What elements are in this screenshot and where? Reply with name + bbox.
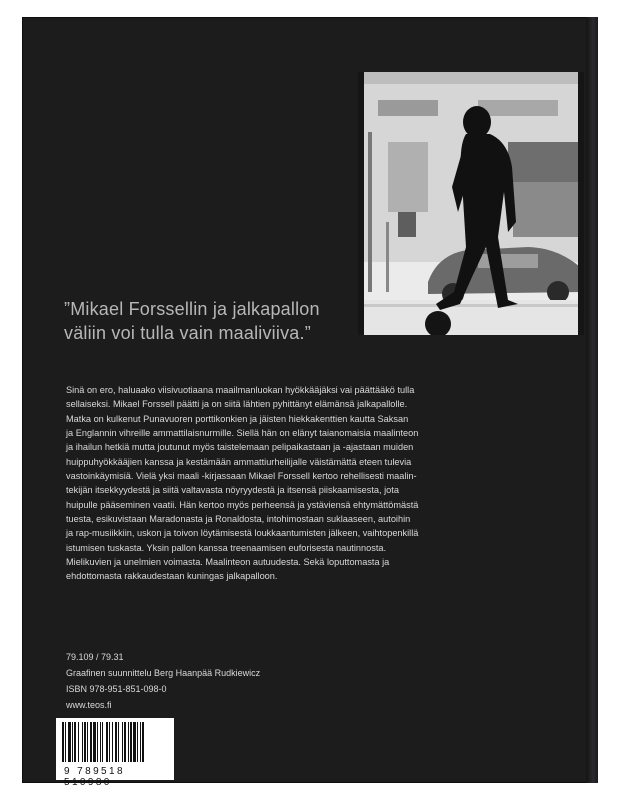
quote-line-2: väliin voi tulla vain maaliviiva.”	[64, 323, 311, 343]
barcode-number: 9 789518 510980	[64, 766, 125, 788]
barcode-bars	[56, 718, 174, 764]
publication-info	[66, 649, 326, 713]
blurb-line: huipulle pääseminen vaatii. Hän kertoo myös perheensä ja ystäviensä ehtymättömästä	[66, 499, 419, 510]
barcode	[56, 718, 174, 788]
blurb-line: ja ihailun hetkiä mutta joutunut myös taistelemaan pelipaikastaan ja -ajastaan muiden	[66, 442, 414, 453]
book-back-cover	[22, 17, 598, 788]
blurb-line: tekijän itsekkyydestä ja siitä valtavasta nöyryydestä ja itsensä piiskaamisesta, jota	[66, 485, 399, 496]
blurb-line: ja Englannin vihreille ammattilaisnurmille. Siellä hän on elänyt taianomaisia maalinteon	[66, 428, 419, 439]
blurb-line: ehdottomasta rakkaudestaan kuningas jalkapalloon.	[66, 571, 278, 582]
player-photo	[358, 72, 584, 335]
isbn: ISBN 978-951-851-098-0	[66, 684, 167, 694]
player-photo-image	[358, 72, 584, 335]
blurb-line: sellaiseksi. Mikael Forssell päätti ja on siitä lähtien pyhittänyt elämänsä jalkapallolle.	[66, 399, 408, 410]
blurb-line: ja rap-musiikkiin, uskon ja toivon löytämisestä loukkaantumisten jälkeen, vaihtopenkillä	[66, 528, 419, 539]
cover-quote	[64, 297, 364, 345]
blurb-line: Mielikuvien ja unelmien voimasta. Maalinteon autuudesta. Sekä loputtomasta ja	[66, 557, 390, 568]
blurb-line: Matka on kulkenut Punavuoren porttikonkien ja jäisten hiekkakenttien kautta Saksan	[66, 413, 409, 424]
blurb-line: tuesta, esikuvistaan Maradonasta ja Ronaldosta, intohimostaan suklaaseen, autoihin	[66, 514, 411, 525]
blurb-line: huippuhyökkääjien kanssa ja kestämään ammattiurheilijalle väistämättä eteen tulevia	[66, 456, 412, 467]
blurb-line: vastoinkäymisiä. Vielä yksi maali -kirjassaan Mikael Forssell kertoo rehellisesti maalin-	[66, 471, 417, 482]
publisher-website: www.teos.fi	[66, 700, 112, 710]
cover-spine-edge	[586, 17, 598, 783]
blurb-line: Sinä on ero, haluaako viisivuotiaana maailmanluokan hyökkääjäksi vai päättääkö tulla	[66, 385, 415, 395]
quote-line-1: ”Mikael Forssellin ja jalkapallon	[64, 299, 320, 319]
classification-code: 79.109 / 79.31	[66, 652, 124, 662]
blurb-line: istumisen tuskasta. Yksin pallon kanssa treenaamisen euforisesta nautinnosta.	[66, 542, 387, 553]
design-credit: Graafinen suunnittelu Berg Haanpää Rudkiewicz	[66, 668, 261, 678]
blurb-text	[66, 383, 556, 584]
